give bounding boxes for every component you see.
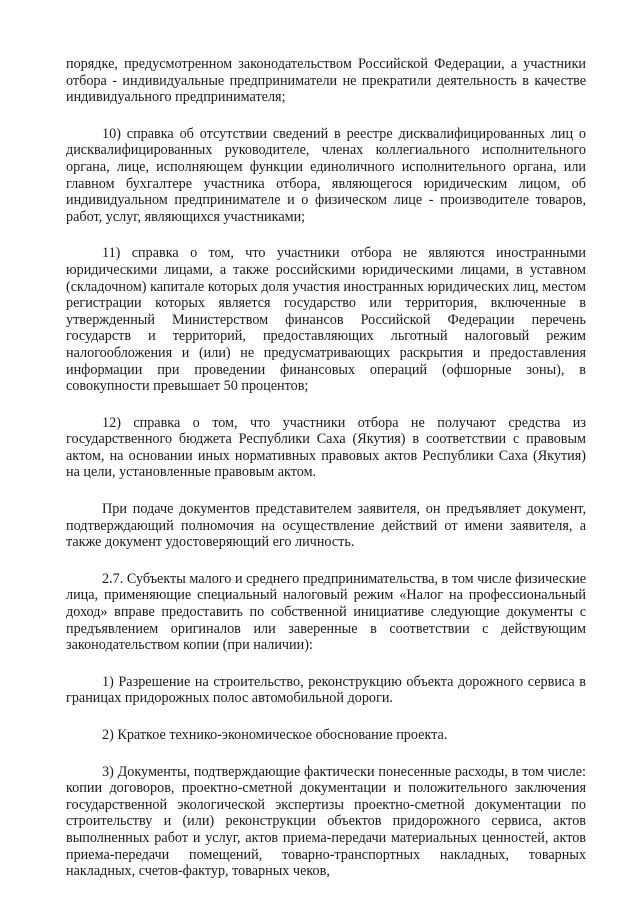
document-page [66,56,586,900]
paragraph-item-10: 10) справка об отсутствии сведений в реестре дисквалифицированных лиц о дисквалифицированных руководителе, членах коллегиального исполнительного органа, лице, исполняющем функции единоличного исполнительного органа, или главном бухгалтере участника отбора, являющегося юридическим лицом, об индивидуальном предпринимателе и о физическом лице - производителе товаров, работ, услуг, являющихся участниками; [66,125,586,225]
paragraph-section-2-7: 2.7. Субъекты малого и среднего предпринимательства, в том числе физические лица, применяющие специальный налоговый режим «Налог на профессиональный доход» вправе предоставить по собственной инициативе следующие документы с предъявлением оригиналов или заверенные в соответствии с действующим законодательством копии (при наличии): [66,570,586,654]
paragraph-list-item-2: 2) Краткое технико-экономическое обоснование проекта. [102,727,448,743]
paragraph-item-11: 11) справка о том, что участники отбора не являются иностранными юридическими лицами, а также российскими юридическими лицами, в уставном (складочном) капитале которых доля участия иностранных юридических лиц, местом регистрации которых является государство или территория, включенные в утвержденный Министерством финансов Российской Федерации перечень государств и территорий, предоставляющих льготный налоговый режим налогообложения и (или) не предусматривающих раскрытия и предоставления информации при проведении финансовых операций (офшорные зоны), в совокупности превышает 50 процентов; [66,245,586,395]
paragraph-continuation: порядке, предусмотренном законодательством Российской Федерации, а участники отбора - индивидуальные предприниматели не прекратили деятельность в качестве индивидуального предпринимателя; [66,56,586,106]
paragraph-representative: При подаче документов представителем заявителя, он предъявляет документ, подтверждающий полномочия на осуществление действий от имени заявителя, а также документ удостоверяющий его личность. [66,501,586,551]
paragraph-list-item-1: 1) Разрешение на строительство, реконструкцию объекта дорожного сервиса в границах придорожных полос автомобильной дороги. [66,673,586,707]
paragraph-item-12: 12) справка о том, что участники отбора не получают средства из государственного бюджета Республики Саха (Якутия) в соответствии с правовым актом, на основании иных нормативных правовых актов Республики Саха (Якутия) на цели, установленные правовым актом. [66,414,586,481]
paragraph-list-item-3: 3) Документы, подтверждающие фактически понесенные расходы, в том числе: копии договоров, проектно-сметной документации и положительного заключения государственной экологической экспертизы проектно-сметной документации по строительству и (или) реконструкции объектов придорожного сервиса, актов выполненных работ и услуг, актов приема-передачи материальных ценностей, актов приема-передачи помещений, товарно-транспортных накладных, товарных накладных, счетов-фактур, товарных чеков, [66,763,586,880]
